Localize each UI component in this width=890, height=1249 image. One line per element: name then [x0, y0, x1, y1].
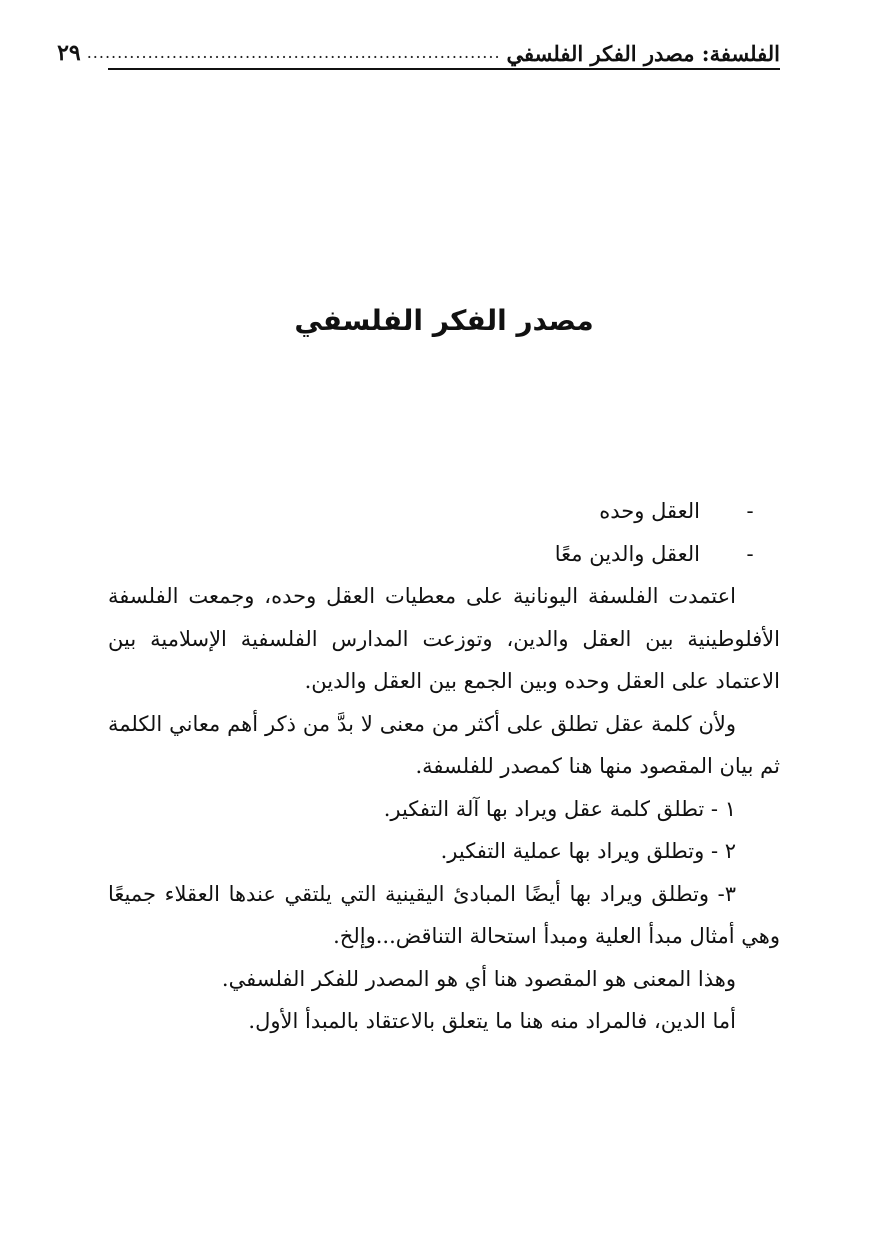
paragraph: اعتمدت الفلسفة اليونانية على معطيات العقل وحده، وجمعت الفلسفة الأفلوطينية بين العقل والدين، وتوزعت المدارس الفلسفية الإسلامية بين الاعتماد على العقل وحده وبين الجمع بين العقل والدين.	[108, 584, 780, 693]
leader-dots: ....................................................................	[86, 43, 501, 62]
body-text	[108, 490, 780, 1043]
paragraph: ولأن كلمة عقل تطلق على أكثر من معنى لا بدَّ من ذكر أهم معاني الكلمة ثم بيان المقصود منها هنا كمصدر للفلسفة.	[108, 711, 780, 778]
list-item	[108, 490, 780, 533]
bullet-text: العقل والدين معًا	[554, 541, 700, 566]
paragraph: أما الدين، فالمراد منه هنا ما يتعلق بالاعتقاد بالمبدأ الأول.	[248, 1009, 736, 1033]
numbered-item: ١ - تطلق كلمة عقل ويراد بها آلة التفكير.	[383, 796, 736, 821]
numbered-item: ٢ - وتطلق ويراد بها عملية التفكير.	[440, 839, 736, 863]
list-item	[108, 533, 780, 576]
numbered-item: ٣- وتطلق ويراد بها أيضًا المبادئ اليقينية التي يلتقي عندها العقلاء جميعًا وهي أمثال مبدأ العلية ومبدأ استحالة التناقض...وإلخ.	[108, 881, 780, 948]
paragraph: وهذا المعنى هو المقصود هنا أي هو المصدر للفكر الفلسفي.	[221, 966, 736, 991]
chapter-title: مصدر الفكر الفلسفي	[294, 304, 594, 337]
header-rule	[108, 68, 780, 70]
bullet-text: العقل وحده	[599, 499, 700, 523]
bullet-dash: -	[746, 541, 754, 566]
bullet-list	[108, 490, 780, 575]
running-header	[57, 30, 780, 66]
page-number: ٢٩	[57, 40, 81, 66]
running-header-title: الفلسفة: مصدر الفكر الفلسفي	[506, 41, 780, 66]
bullet-dash: -	[746, 499, 754, 523]
